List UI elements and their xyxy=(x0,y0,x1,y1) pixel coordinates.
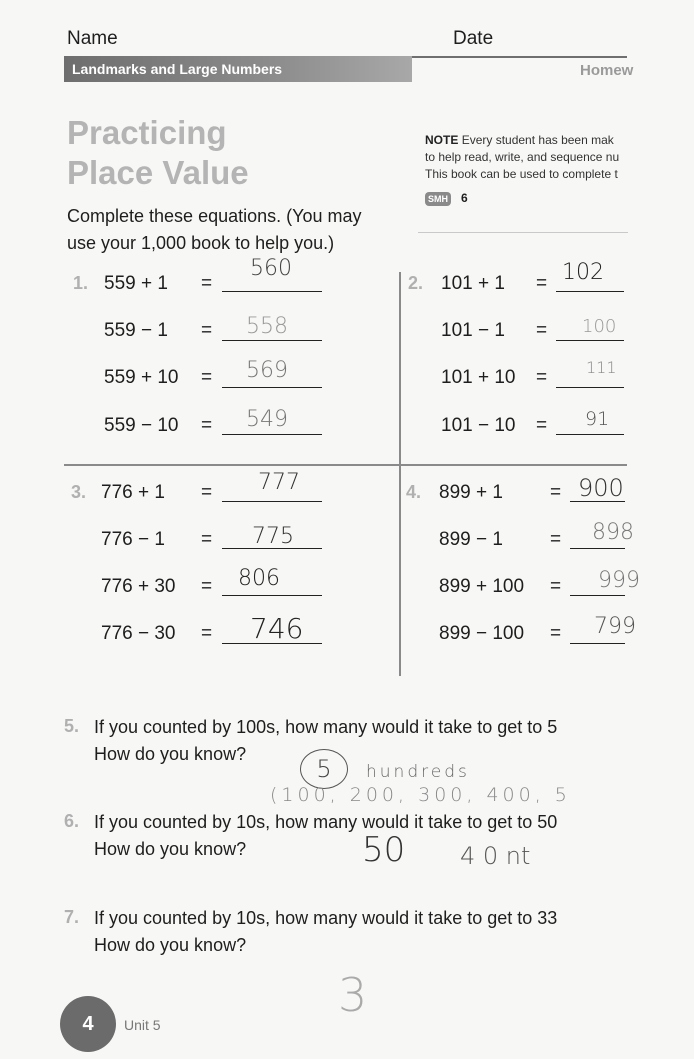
answer-line xyxy=(570,548,625,549)
equals-sign: = xyxy=(201,415,213,436)
problem-1d-answer[interactable]: 549 xyxy=(246,407,288,432)
problem-2d-equation: 101 − 10 xyxy=(441,415,516,436)
problem-1c-equation: 559 + 10 xyxy=(104,367,179,388)
equals-sign: = xyxy=(201,482,213,503)
question-6-answer-extra[interactable]: 4 0 nt xyxy=(460,842,531,870)
page-title-line-2: Place Value xyxy=(67,154,249,191)
problem-4a-equation: 899 + 1 xyxy=(439,482,503,503)
note-line-2: to help read, write, and sequence nu xyxy=(425,150,620,164)
problem-3d-equation: 776 − 30 xyxy=(101,623,176,644)
problem-1-number: 1. xyxy=(73,273,89,293)
question-5-answer-list[interactable]: (100, 200, 300, 400, 5 xyxy=(270,784,571,806)
problem-2a-equation: 101 + 1 xyxy=(441,273,505,294)
question-5-answer-circle[interactable]: 5 xyxy=(300,749,348,789)
problem-2d-answer[interactable]: 91 xyxy=(585,408,610,430)
problem-2b-answer[interactable]: 100 xyxy=(582,316,617,337)
problem-2b-equation: 101 − 1 xyxy=(441,320,505,341)
grid-divider-vertical-top xyxy=(399,272,401,464)
problem-4-number: 4. xyxy=(406,482,422,502)
smh-page-number: 6 xyxy=(461,191,468,205)
answer-line xyxy=(222,340,322,341)
problem-1b-equation: 559 − 1 xyxy=(104,320,168,341)
problem-1a-answer[interactable]: 560 xyxy=(250,256,292,281)
problem-1b-answer[interactable]: 558 xyxy=(246,314,288,339)
problem-2c-equation: 101 + 10 xyxy=(441,367,516,388)
grid-divider-vertical-bottom xyxy=(399,466,401,676)
section-banner: Landmarks and Large Numbers xyxy=(64,56,412,82)
instructions-line-2: use your 1,000 book to help you.) xyxy=(67,233,335,253)
note-block xyxy=(425,132,640,183)
header-rule xyxy=(412,56,627,58)
equals-sign: = xyxy=(550,623,562,644)
question-5-line-1: If you counted by 100s, how many would it take to get to 5 xyxy=(94,717,558,737)
problem-3c-equation: 776 + 30 xyxy=(101,576,176,597)
question-5-number: 5. xyxy=(64,716,80,736)
problem-1d-equation: 559 − 10 xyxy=(104,415,179,436)
grid-divider-horizontal xyxy=(64,464,627,466)
problem-2-number: 2. xyxy=(408,273,424,293)
instructions xyxy=(67,203,397,257)
equals-sign: = xyxy=(201,320,213,341)
question-7-answer[interactable]: 3 xyxy=(338,968,368,1022)
note-line-3: This book can be used to complete t xyxy=(425,167,618,181)
instructions-line-1: Complete these equations. (You may xyxy=(67,206,362,226)
problem-3-number: 3. xyxy=(71,482,87,502)
problem-3b-answer[interactable]: 775 xyxy=(252,524,294,549)
answer-line xyxy=(222,595,322,596)
answer-line xyxy=(222,434,322,435)
answer-line xyxy=(556,434,624,435)
problem-4d-equation: 899 − 100 xyxy=(439,623,525,644)
problem-4b-equation: 899 − 1 xyxy=(439,529,503,550)
problem-3a-answer[interactable]: 777 xyxy=(258,470,300,495)
note-line-1: Every student has been mak xyxy=(461,133,614,147)
question-6-number: 6. xyxy=(64,811,80,831)
equals-sign: = xyxy=(536,320,548,341)
problem-4b-answer[interactable]: 898 xyxy=(592,520,634,545)
name-label: Name xyxy=(67,28,118,49)
problem-4c-answer[interactable]: 999 xyxy=(598,568,640,593)
problem-3c-answer[interactable]: 806 xyxy=(238,566,280,591)
question-6-answer[interactable]: 50 xyxy=(362,830,406,870)
problem-1c-answer[interactable]: 569 xyxy=(246,358,288,383)
answer-line xyxy=(222,501,322,502)
equals-sign: = xyxy=(201,273,213,294)
date-label: Date xyxy=(453,28,494,49)
homework-tag: Homew xyxy=(580,62,634,79)
problem-3a-equation: 776 + 1 xyxy=(101,482,165,503)
equals-sign: = xyxy=(536,273,548,294)
answer-line xyxy=(556,340,624,341)
equals-sign: = xyxy=(201,529,213,550)
question-7-number: 7. xyxy=(64,907,80,927)
equals-sign: = xyxy=(201,367,213,388)
problem-3b-equation: 776 − 1 xyxy=(101,529,165,550)
question-6-line-1: If you counted by 10s, how many would it take to get to 50 xyxy=(94,812,558,832)
problem-4c-equation: 899 + 100 xyxy=(439,576,525,597)
equals-sign: = xyxy=(536,415,548,436)
smh-badge: SMH xyxy=(425,192,451,206)
equals-sign: = xyxy=(550,482,562,503)
question-5-text xyxy=(94,714,694,768)
question-7-text xyxy=(94,905,694,959)
answer-line xyxy=(222,387,322,388)
answer-line xyxy=(222,291,322,292)
question-5-answer-word[interactable]: hundreds xyxy=(366,762,470,782)
equals-sign: = xyxy=(550,576,562,597)
equals-sign: = xyxy=(550,529,562,550)
page-title-line-1: Practicing xyxy=(67,114,227,151)
note-rule xyxy=(418,232,628,233)
problem-4a-answer[interactable]: 900 xyxy=(578,474,624,502)
question-7-line-2: How do you know? xyxy=(94,935,247,955)
page-number-badge: 4 xyxy=(60,996,116,1052)
problem-4d-answer[interactable]: 799 xyxy=(594,614,636,639)
answer-line xyxy=(556,291,624,292)
answer-line xyxy=(556,387,624,388)
question-6-line-2: How do you know? xyxy=(94,839,247,859)
problem-2c-answer[interactable]: 111 xyxy=(586,358,617,377)
question-7-line-1: If you counted by 10s, how many would it take to get to 33 xyxy=(94,908,558,928)
equals-sign: = xyxy=(201,576,213,597)
problem-3d-answer[interactable]: 746 xyxy=(250,612,304,645)
problem-1a-equation: 559 + 1 xyxy=(104,273,168,294)
answer-line xyxy=(570,595,625,596)
equals-sign: = xyxy=(536,367,548,388)
equals-sign: = xyxy=(201,623,213,644)
problem-2a-answer[interactable]: 102 xyxy=(562,260,604,285)
unit-label: Unit 5 xyxy=(124,1017,161,1033)
question-5-line-2: How do you know? xyxy=(94,744,247,764)
answer-line xyxy=(570,643,625,644)
note-heading: NOTE xyxy=(425,133,459,147)
